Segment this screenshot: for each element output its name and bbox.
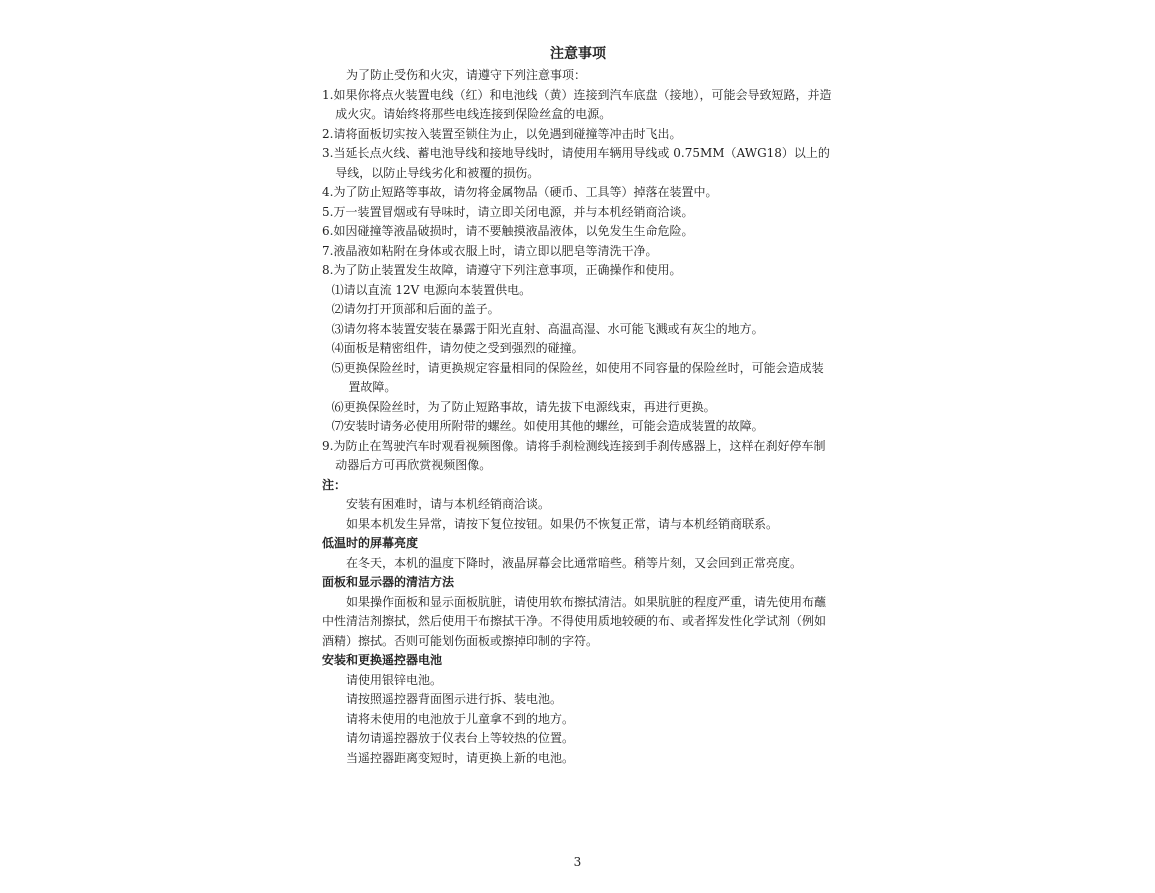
list-item: 4.为了防止短路等事故，请勿将金属物品（硬币、工具等）掉落在装置中。 — [322, 185, 718, 199]
intro-text: 为了防止受伤和火灾，请遵守下列注意事项： — [346, 68, 587, 82]
battery-line: 当遥控器距离变短时，请更换上新的电池。 — [346, 750, 575, 765]
list-item: 5.万一装置冒烟或有导味时，请立即关闭电源，并与本机经销商洽谈。 — [322, 204, 694, 219]
note-line: 安装有困难时，请与本机经销商洽谈。 — [346, 497, 551, 511]
sub-list-item: ⑹更换保险丝时，为了防止短路事故，请先拔下电源线束，再进行更换。 — [331, 399, 716, 414]
section-text: 在冬天，本机的温度下降时，液晶屏幕会比通常暗些。稍等片刻，又会回到正常亮度。 — [346, 555, 803, 570]
page-title: 注意事项 — [550, 46, 606, 62]
section-text: 如果操作面板和显示面板肮脏，请使用软布擦拭清洁。如果肮脏的程度严重，请先使用布蘸中性清洁剂擦拭，然后使用干布擦拭干净。不得使用质地较硬的布、或者挥发性化学试剂（例如酒精）擦拭。否则可能划伤面板或擦掉印制的字符。 — [322, 594, 827, 648]
section-heading: 低温时的屏幕亮度 — [322, 536, 419, 550]
list-item: 6.如因碰撞等液晶破损时，请不要触摸液晶液体，以免发生生命危险。 — [322, 224, 694, 238]
sub-list-item: ⑸更换保险丝时，请更换规定容量相同的保险丝，如使用不同容量的保险丝时，可能会造成装置故障。 — [331, 360, 824, 394]
list-item: 9.为防止在驾驶汽车时观看视频图像。请将手刹检测线连接到手刹传感器上，这样在刹好停车制动器后方可再欣赏视频图像。 — [322, 438, 826, 472]
battery-line: 请使用银锌电池。 — [346, 672, 443, 687]
section-heading: 面板和显示器的清洁方法 — [322, 575, 455, 589]
list-item: 2.请将面板切实按入装置至锁住为止，以免遇到碰撞等冲击时飞出。 — [322, 126, 682, 141]
section-heading: 安装和更换遥控器电池 — [322, 653, 443, 667]
list-item: 8.为了防止装置发生故障，请遵守下列注意事项，正确操作和使用。 — [322, 263, 682, 277]
sub-list-item: ⑴请以直流 12V 电源向本装置供电。 — [331, 282, 532, 297]
sub-list-item: ⑺安装时请务必使用所附带的螺丝。如使用其他的螺丝，可能会造成装置的故障。 — [331, 419, 764, 433]
list-item: 1.如果你将点火装置电线（红）和电池线（黄）连接到汽车底盘（接地），可能会导致短路，并造成火灾。请始终将那些电线连接到保险丝盒的电源。 — [322, 87, 832, 121]
sub-list-item: ⑵请勿打开顶部和后面的盖子。 — [331, 302, 500, 316]
battery-line: 请将未使用的电池放于儿童拿不到的地方。 — [346, 711, 575, 726]
note-heading: 注： — [322, 477, 347, 492]
sub-list-item: ⑶请勿将本装置安装在暴露于阳光直射、高温高湿、水可能飞溅或有灰尘的地方。 — [331, 321, 764, 336]
battery-line: 请按照遥控器背面图示进行拆、装电池。 — [346, 692, 563, 706]
note-line: 如果本机发生异常，请按下复位按钮。如果仍不恢复正常，请与本机经销商联系。 — [346, 516, 779, 531]
list-item: 7.液晶液如粘附在身体或衣服上时，请立即以肥皂等清洗干净。 — [322, 243, 658, 258]
page-number: 3 — [573, 855, 582, 869]
sub-list-item: ⑷面板是精密组件，请勿使之受到强烈的碰撞。 — [331, 341, 584, 355]
battery-line: 请勿请遥控器放于仪表台上等较热的位置。 — [346, 731, 575, 745]
document-page — [322, 44, 834, 768]
list-item: 3.当延长点火线、蓄电池导线和接地导线时，请使用车辆用导线或 0.75MM（AWG18）以上的导线，以防止导线劣化和被覆的损伤。 — [322, 146, 830, 180]
